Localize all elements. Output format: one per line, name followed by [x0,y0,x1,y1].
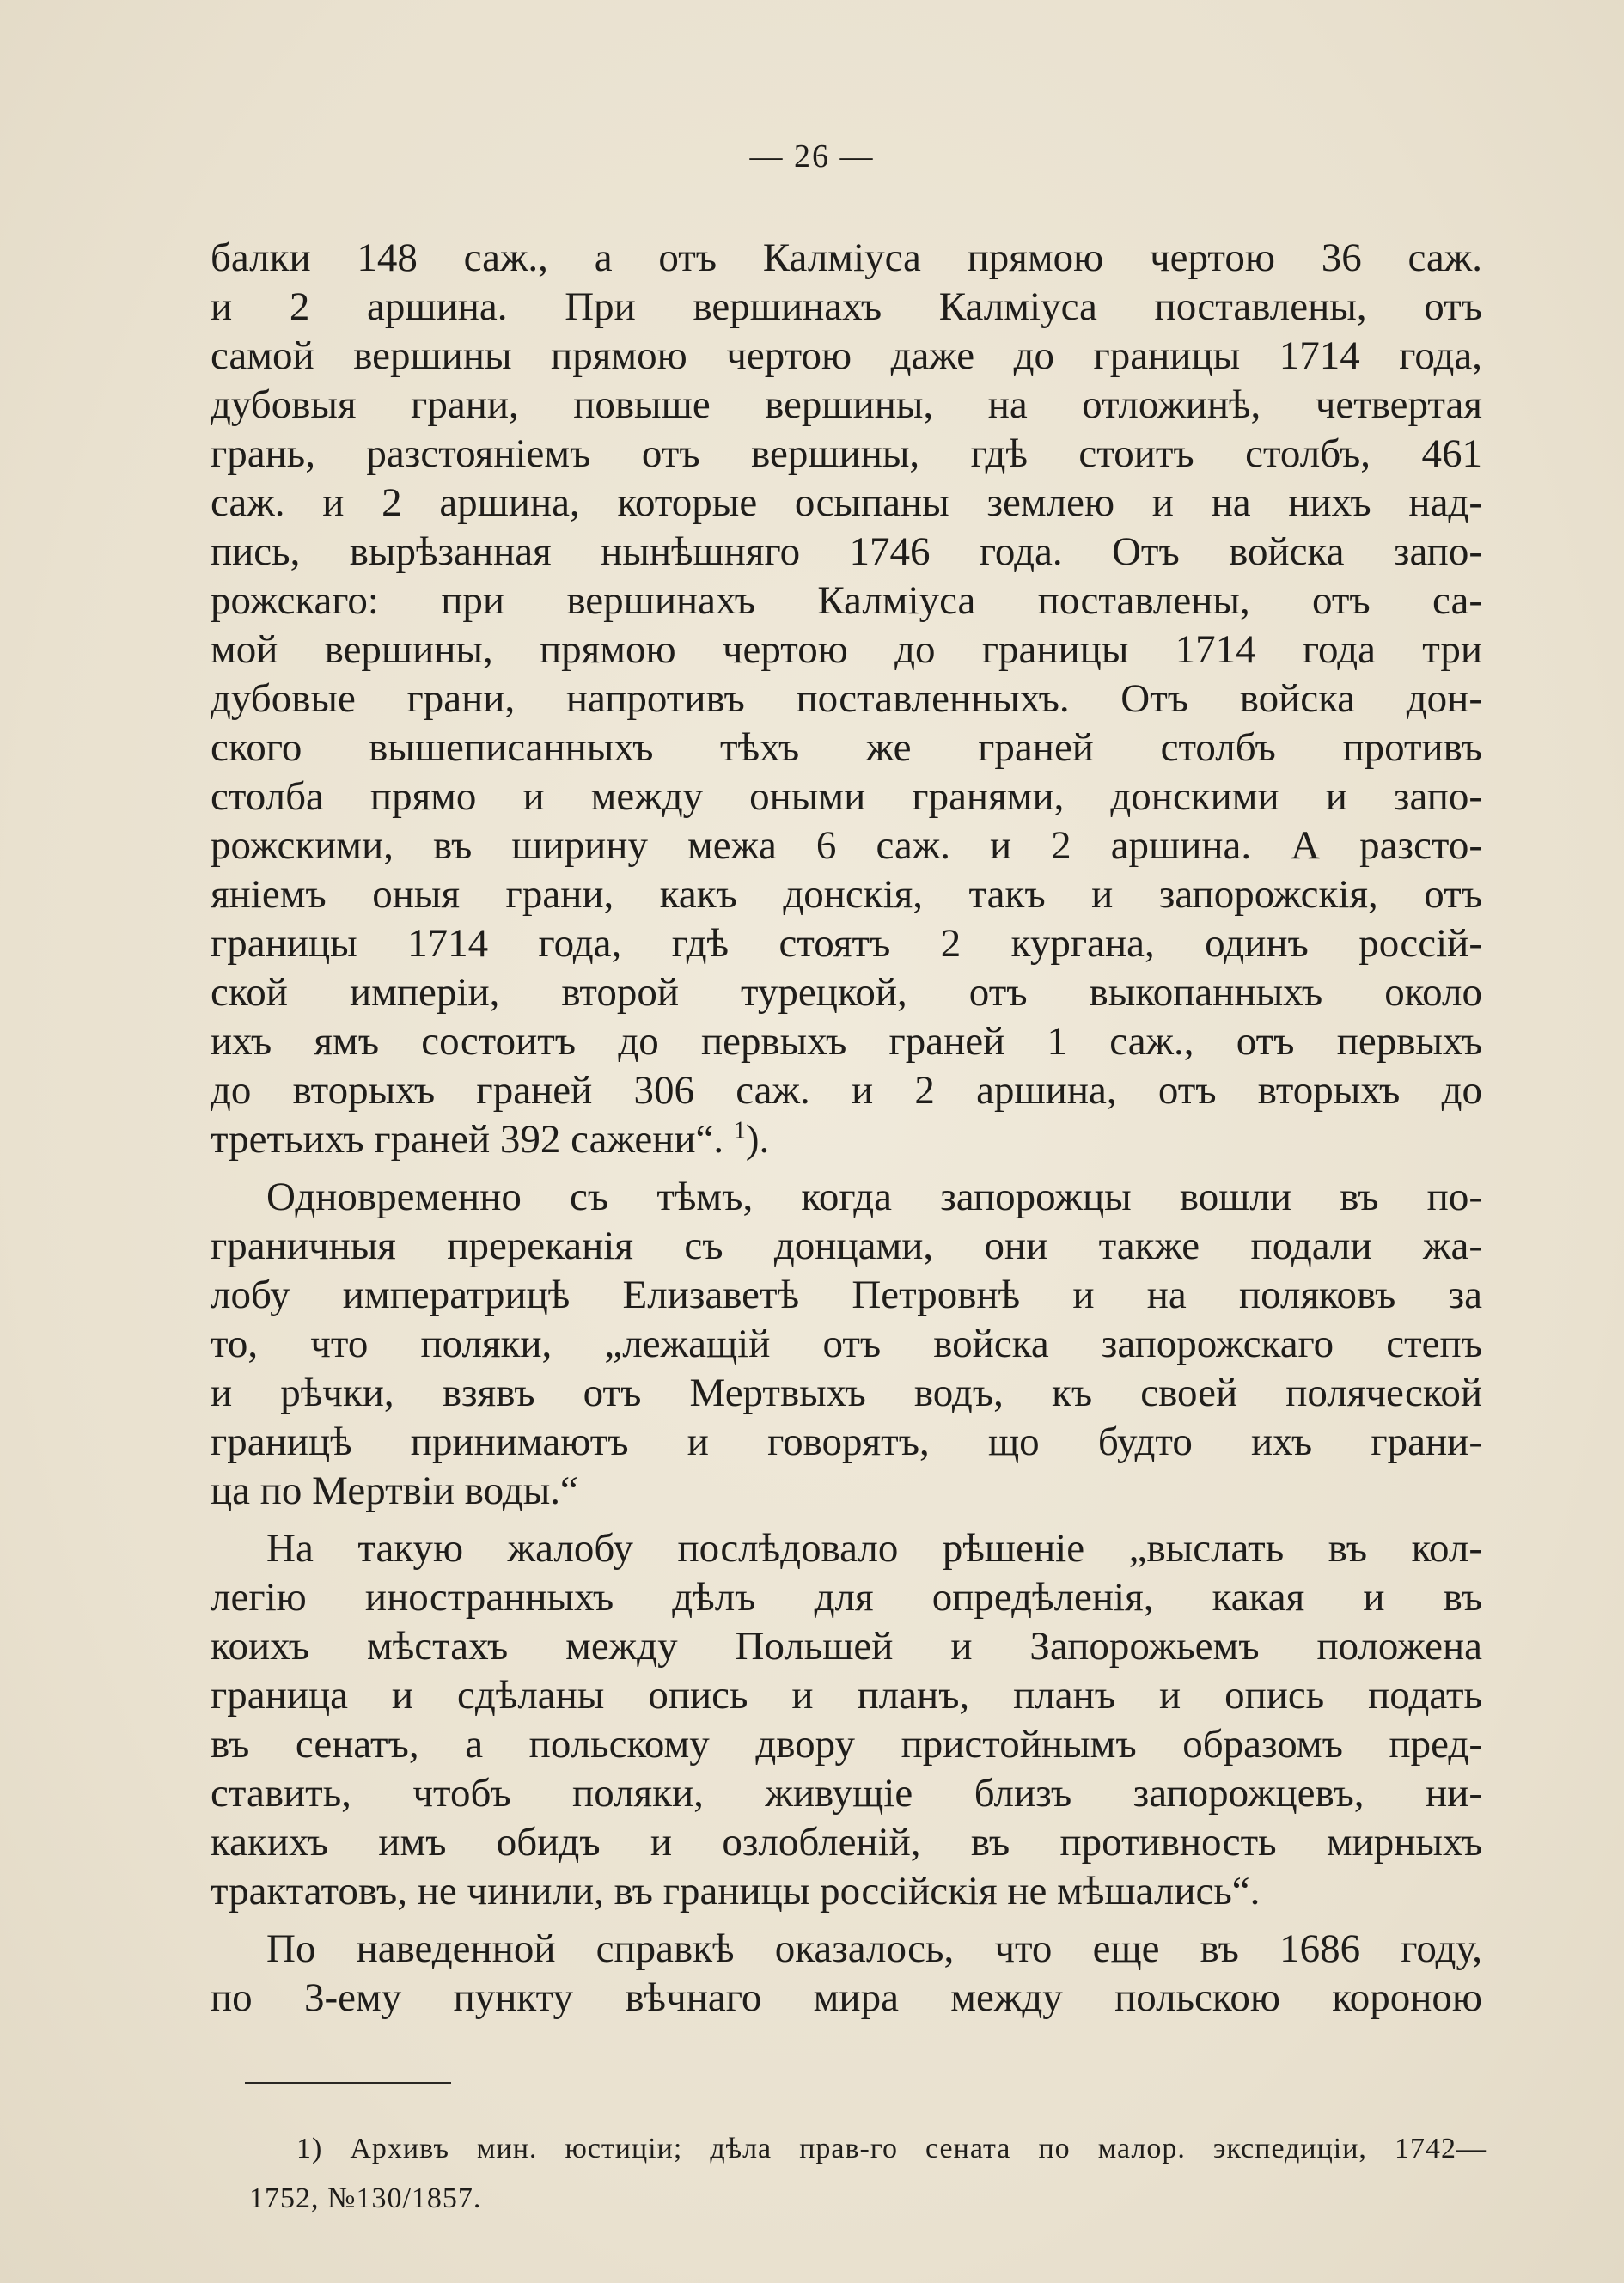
text-line: какихъ имъ обидъ и озлобленій, въ противность мирныхъ [211,1820,1482,1865]
text-line: столба прямо и между оными гранями, донскими и запо- [211,774,1482,819]
text-line: ца по Мертвіи воды.“ [211,1468,578,1513]
text-line: ской имперіи, второй турецкой, отъ выкопанныхъ около [211,970,1482,1015]
text-line: ставить, чтобъ поляки, живущіе близъ запорожцевъ, ни- [211,1771,1482,1816]
text-line: ихъ ямъ состоитъ до первыхъ граней 1 саж., отъ первыхъ [211,1019,1482,1064]
text-line: грань, разстояніемъ отъ вершины, гдѣ стоитъ столбъ, 461 [211,431,1482,476]
text-line: границѣ принимаютъ и говорятъ, що будто ихъ грани- [211,1419,1482,1464]
text-line: легію иностранныхъ дѣлъ для опредѣленія, какая и въ [211,1575,1482,1620]
text-line: трактатовъ, не чинили, въ границы россійскія не мѣшались“. [211,1869,1261,1914]
text-line: дубовые грани, напротивъ поставленныхъ. Отъ войска дон- [211,676,1482,721]
text-line: по 3-ему пункту вѣчнаго мира между польскою короною [211,1975,1482,2020]
text-line: и рѣчки, взявъ отъ Мертвыхъ водъ, къ своей поляческой [211,1370,1482,1415]
page-number: — 26 — [749,138,875,174]
text-line: граничныя пререканія съ донцами, они также подали жа- [211,1224,1482,1268]
footnote-divider [245,2082,451,2084]
text-line: дубовыя грани, повыше вершины, на отложинѣ, четвертая [211,382,1482,427]
text-line: балки 148 саж., а отъ Калміуса прямою чертою 36 саж. [211,235,1482,280]
text-line: рожскими, въ ширину межа 6 саж. и 2 аршина. А разсто- [211,823,1482,868]
paragraph-start: Одновременно съ тѣмъ, когда запорожцы вошли въ по- [266,1175,1482,1219]
footnote [249,2124,1487,2224]
text-line: мой вершины, прямою чертою до границы 1714 года три [211,627,1482,672]
text-line-with-footnote-ref [211,1115,1482,1164]
footnote-reference-suffix: ). [745,1117,770,1162]
paragraph-start: На такую жалобу послѣдовало рѣшеніе „выслать въ кол- [266,1526,1482,1571]
text-line: коихъ мѣстахъ между Польшей и Запорожьемъ положена [211,1624,1482,1669]
text-line: рожскаго: при вершинахъ Калміуса поставлены, отъ са- [211,578,1482,623]
paragraph-start: По наведенной справкѣ оказалось, что еще въ 1686 году, [266,1926,1482,1971]
text-line: границы 1714 года, гдѣ стоятъ 2 кургана, одинъ россій- [211,921,1482,966]
text-line: лобу императрицѣ Елизаветѣ Петровнѣ и на поляковъ за [211,1273,1482,1317]
text-line: и 2 аршина. При вершинахъ Калміуса поставлены, отъ [211,284,1482,329]
text-line: ского вышеписанныхъ тѣхъ же граней столбъ противъ [211,725,1482,770]
text-line: то, что поляки, „лежащій отъ войска запорожскаго степъ [211,1322,1482,1366]
text-line: граница и сдѣланы опись и планъ, планъ и опись подать [211,1673,1482,1718]
text-line: яніемъ оныя грани, какъ донскія, такъ и запорожскія, отъ [211,872,1482,917]
footnote-line: 1752, №130/1857. [249,2182,482,2214]
text-line: до вторыхъ граней 306 саж. и 2 аршина, отъ вторыхъ до [211,1068,1482,1113]
footnote-reference: 1 [733,1117,746,1145]
text-line: самой вершины прямою чертою даже до границы 1714 года, [211,333,1482,378]
text-line: третьихъ граней 392 сажени“. [211,1117,734,1162]
footnote-line: 1) Архивъ мин. юстиціи; дѣла прав-го сената по малор. экспедиціи, 1742— [296,2133,1487,2164]
body-text [211,234,1482,2023]
text-line: пись, вырѣзанная нынѣшняго 1746 года. Отъ войска запо- [211,529,1482,574]
text-line: въ сенатъ, а польскому двору пристойнымъ образомъ пред- [211,1722,1482,1767]
text-line: саж. и 2 аршина, которые осыпаны землею и на нихъ над- [211,480,1482,525]
